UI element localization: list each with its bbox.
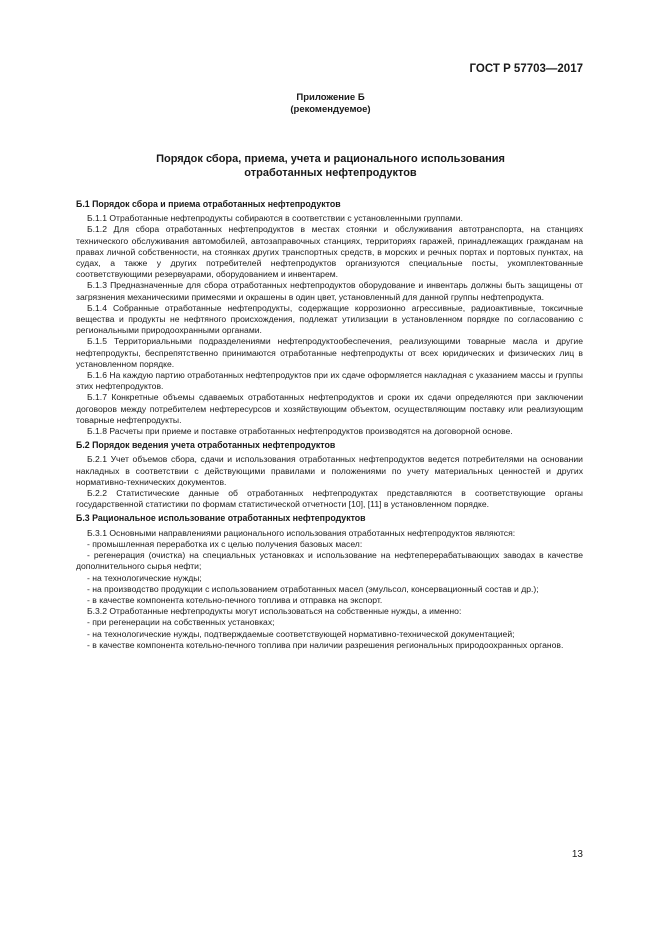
annex-subtitle: (рекомендуемое) [290,104,371,115]
section-2-heading: Б.2 Порядок ведения учета отработанных нефтепродуктов [76,440,336,451]
paragraph: Б.1.5 Территориальными подразделениями нефтепродуктообеспечения, реализующими товарные масла и другие нефтепродукты, беспрепятственно принимаются отработанные нефтепродукты от всех юридических и физических лиц в установленном порядке. [76,336,583,369]
list-item: - на технологические нужды; [87,572,202,583]
list-item: - на технологические нужды, подтверждаемые соответствующей нормативно-технической документацией; [87,628,515,639]
page-number: 13 [571,849,583,860]
paragraph: Б.1.6 На каждую партию отработанных нефтепродуктов при их сдаче оформляется накладная с указанием массы и группы этих нефтепродуктов. [76,370,583,392]
paragraph: Б.3.1 Основными направлениями рационального использования отработанных нефтепродуктов являются: [87,527,516,538]
section-3-heading: Б.3 Рациональное использование отработанных нефтепродуктов [76,513,366,524]
title-line-2: отработанных нефтепродуктов [244,167,417,179]
standard-code: ГОСТ Р 57703—2017 [469,63,583,75]
list-item: - в качестве компонента котельно-печного топлива и отправка на экспорт. [87,594,383,605]
annex-title: Приложение Б [296,92,365,103]
section-1-heading: Б.1 Порядок сбора и приема отработанных нефтепродуктов [76,199,341,209]
list-item: - промышленная переработка их с целью получения базовых масел: [87,538,363,549]
list-item: - в качестве компонента котельно-печного топлива при наличии разрешения региональных природоохранных органов. [87,639,564,650]
annex-heading [0,92,661,116]
paragraph: Б.1.2 Для сбора отработанных нефтепродуктов в местах стоянки и обслуживания автотранспорта, на станциях технического обслуживания автомобилей, автозаправочных станциях, территориях гаражей, принадлежащих гражданам на правах личной собственности, на стоянках других транспортных средств, в морских и речных портах и портовых пунктах, на судах, а также у других потребителей нефтепродуктов организуются специальные посты, укомплектованные соответствующими резервуарами, оборудованием и инвентарем. [76,224,583,280]
paragraph: Б.1.4 Собранные отработанные нефтепродукты, содержащие коррозионно агрессивные, радиоактивные, токсичные вещества и продукты не нефтяного происхождения, подлежат утилизации в установленном порядке по согласованию с региональными природоохранными органами. [76,302,583,336]
list-item: - при регенерации на собственных установках; [87,617,275,628]
paragraph: Б.2.1 Учет объемов сбора, сдачи и использования отработанных нефтепродуктов ведется потребителями на основании накладных в соответствии с действующими правилами и положениями по учету материальных ценностей и других нормативно-технических документов. [76,454,583,487]
paragraph: Б.1.3 Предназначенные для сбора отработанных нефтепродуктов оборудование и инвентарь должны быть защищены от загрязнения механическими примесями и окрашены в один цвет, установленный для данной группы нефтепродукта. [76,280,583,302]
paragraph: Б.1.1 Отработанные нефтепродукты собираются в соответствии с установленными группами. [87,213,463,224]
list-item: - регенерация (очистка) на специальных установках и использование на нефтеперерабатывающих заводах в качестве дополнительного сырья нефти; [76,550,583,572]
list-item: - на производство продукции с использованием отработанных масел (эмульсол, консервационный состав и др.); [87,583,539,594]
paragraph: Б.1.8 Расчеты при приеме и поставке отработанных нефтепродуктов производятся на договорной основе. [87,426,513,437]
title-line-1: Порядок сбора, приема, учета и рационального использования [156,153,505,165]
document-body [76,196,583,651]
document-title [0,152,661,180]
paragraph: Б.3.2 Отработанные нефтепродукты могут использоваться на собственные нужды, а именно: [87,606,462,617]
paragraph: Б.2.2 Статистические данные об отработанных нефтепродуктах представляются в соответствующие органы государственной статистики по формам статистической отчетности [10], [11] в установленном порядке. [76,488,583,510]
paragraph: Б.1.7 Конкретные объемы сдаваемых отработанных нефтепродуктов и сроки их сдачи определяются при заключении договоров между потребителем нефтересурсов и хозяйствующим объектом, осуществляющим поставку или реализующим товарные нефтепродукты. [76,392,583,425]
